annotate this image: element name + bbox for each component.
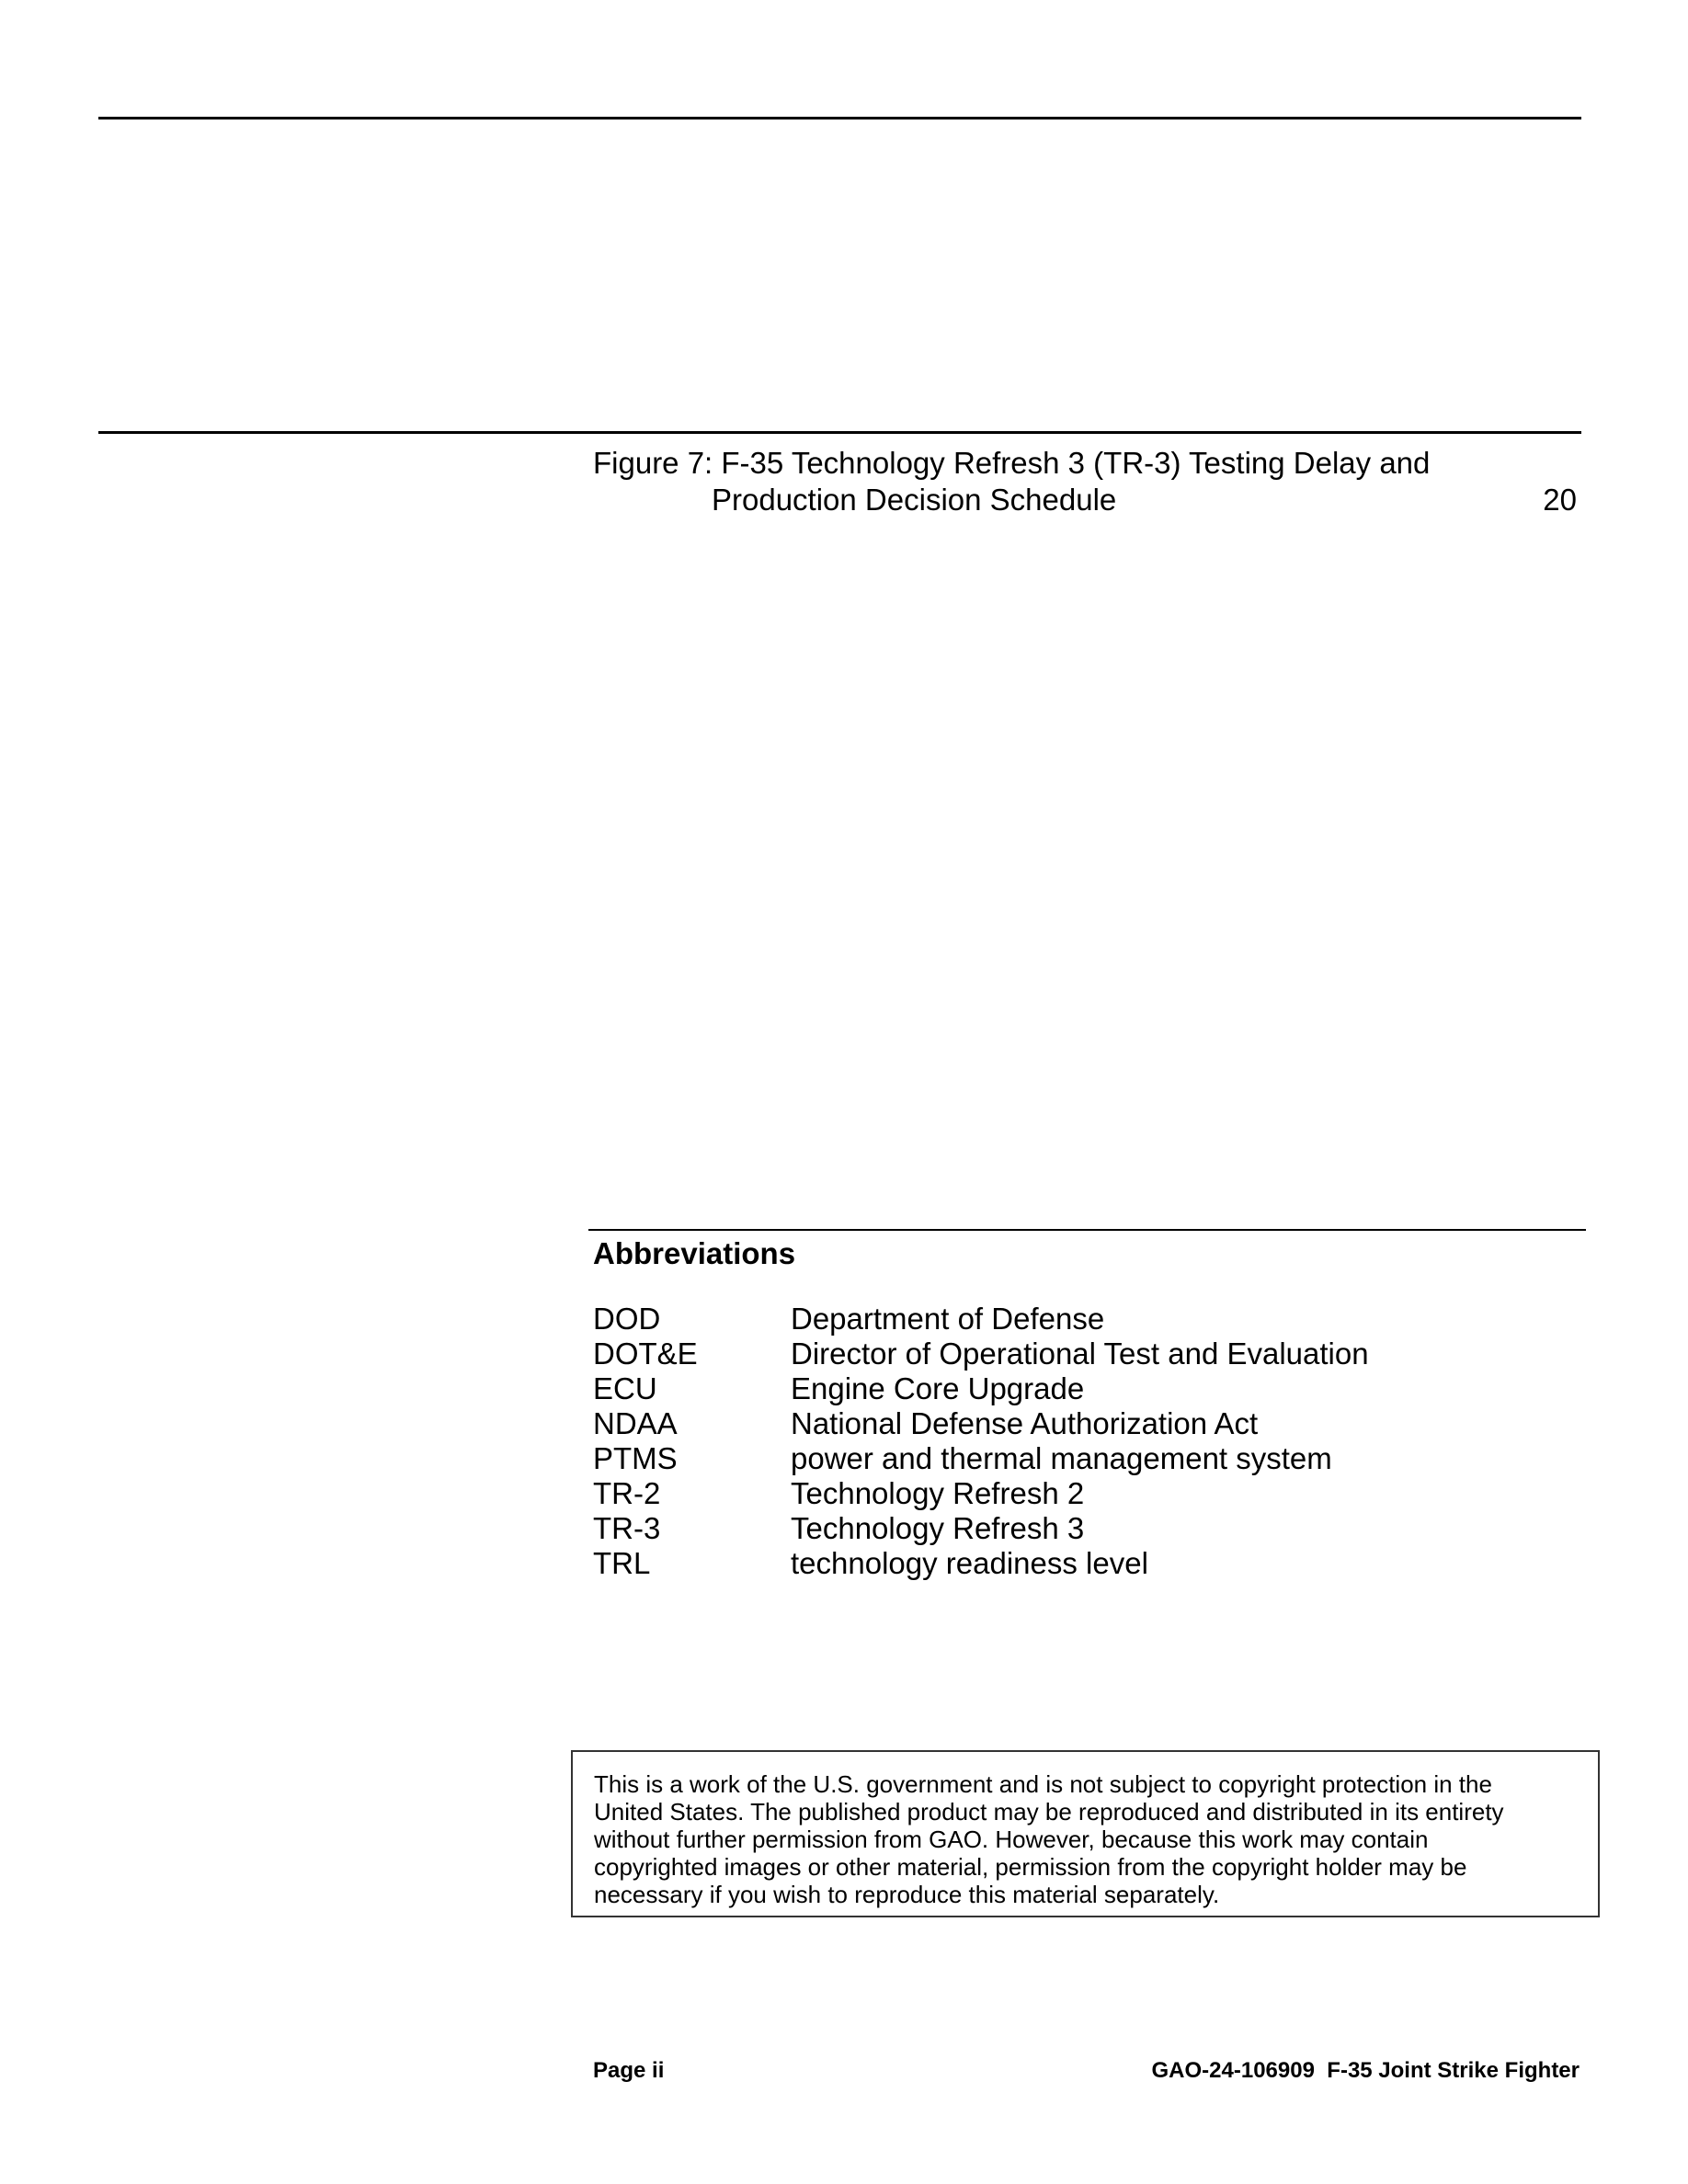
abbreviations-rule <box>588 1229 1586 1231</box>
abbreviation-term: ECU <box>593 1371 657 1405</box>
abbreviation-definition: National Defense Authorization Act <box>791 1406 1259 1440</box>
abbreviation-term: NDAA <box>593 1406 678 1440</box>
abbreviations-heading: Abbreviations <box>593 1236 796 1270</box>
abbreviation-definition: Engine Core Upgrade <box>791 1371 1085 1405</box>
copyright-line: without further permission from GAO. However, because this work may contain <box>594 1826 1429 1853</box>
footer-page-number: Page ii <box>593 2058 665 2083</box>
copyright-line: United States. The published product may be reproduced and distributed in its entirety <box>594 1798 1504 1826</box>
figure-page-number: 20 <box>1543 483 1577 517</box>
abbreviation-row <box>593 1406 1369 1441</box>
footer-report-title: GAO-24-106909 F-35 Joint Strike Fighter <box>1151 2058 1580 2083</box>
copyright-line: This is a work of the U.S. government and is not subject to copyright protection in the <box>594 1770 1492 1798</box>
abbreviation-term: TRL <box>593 1546 651 1580</box>
abbreviation-definition: Director of Operational Test and Evaluation <box>791 1337 1369 1371</box>
abbreviation-term: DOT&E <box>593 1337 698 1371</box>
figure-title-line2: Production Decision Schedule <box>712 483 1117 517</box>
abbreviation-row <box>593 1476 1369 1511</box>
abbreviation-row <box>593 1546 1369 1581</box>
figure-title-line1: Figure 7: F-35 Technology Refresh 3 (TR-3) Testing Delay and <box>593 446 1431 480</box>
copyright-line: necessary if you wish to reproduce this material separately. <box>594 1881 1220 1908</box>
abbreviation-term: TR-3 <box>593 1511 661 1545</box>
top-rule <box>98 117 1581 119</box>
abbreviation-row <box>593 1337 1369 1371</box>
abbreviation-definition: power and thermal management system <box>791 1441 1332 1475</box>
abbreviation-term: TR-2 <box>593 1476 661 1510</box>
abbreviations-list <box>593 1302 1369 1581</box>
copyright-notice <box>571 1750 1600 1917</box>
abbreviation-term: PTMS <box>593 1441 678 1475</box>
abbreviation-row <box>593 1511 1369 1546</box>
figures-rule <box>98 431 1581 434</box>
abbreviation-definition: technology readiness level <box>791 1546 1148 1580</box>
figure-list-entry[interactable] <box>593 445 1577 518</box>
abbreviation-row <box>593 1302 1369 1337</box>
abbreviation-row <box>593 1371 1369 1406</box>
abbreviation-definition: Technology Refresh 2 <box>791 1476 1085 1510</box>
abbreviation-term: DOD <box>593 1302 661 1336</box>
abbreviation-row <box>593 1441 1369 1476</box>
copyright-line: copyrighted images or other material, permission from the copyright holder may be <box>594 1853 1467 1881</box>
abbreviation-definition: Technology Refresh 3 <box>791 1511 1085 1545</box>
abbreviation-definition: Department of Defense <box>791 1302 1105 1336</box>
